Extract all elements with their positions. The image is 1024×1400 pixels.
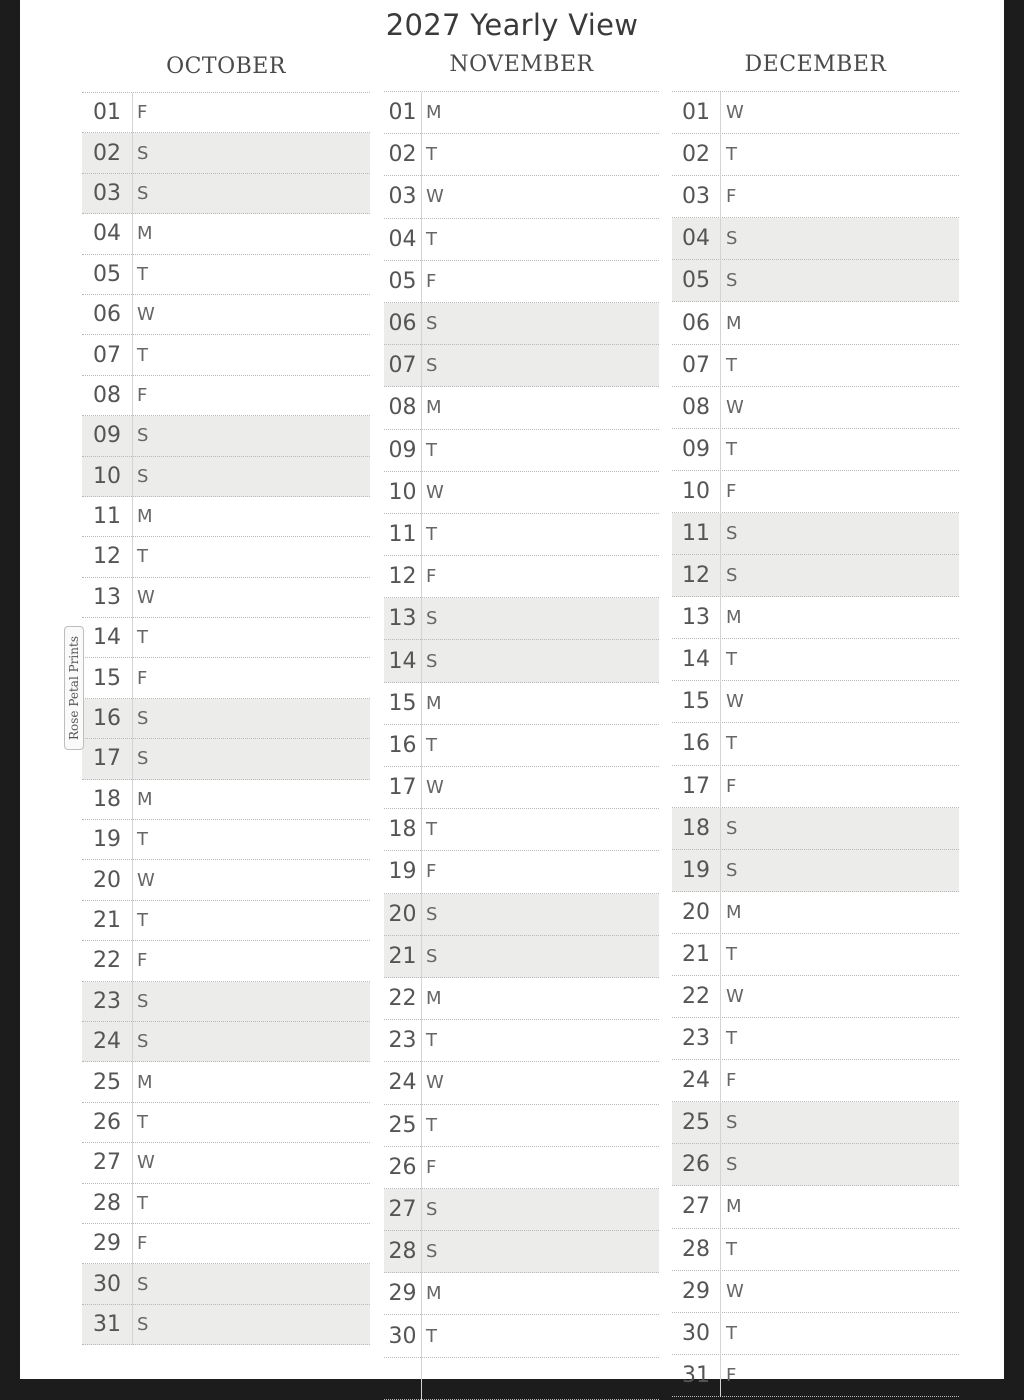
brand-label: Rose Petal Prints: [67, 636, 81, 740]
day-number: 04: [93, 221, 121, 247]
day-of-week: W: [726, 986, 744, 1008]
day-row[interactable]: [384, 1105, 659, 1147]
day-of-week: T: [426, 1030, 437, 1052]
day-number: 17: [93, 746, 121, 772]
day-of-week: T: [726, 733, 737, 755]
day-of-week: S: [726, 1112, 738, 1134]
day-row[interactable]: [672, 471, 959, 513]
day-number: 07: [388, 353, 417, 379]
day-number: 18: [682, 815, 710, 841]
day-row[interactable]: [672, 597, 959, 639]
day-of-week: F: [137, 950, 148, 972]
day-number: 19: [682, 857, 710, 883]
day-of-week: F: [426, 270, 437, 292]
day-row[interactable]: [672, 808, 959, 850]
day-row[interactable]: [384, 809, 659, 851]
column-divider: [720, 92, 721, 1397]
day-row[interactable]: [384, 1062, 659, 1104]
day-number: 02: [93, 140, 121, 166]
day-row[interactable]: [672, 639, 959, 681]
day-of-week: S: [726, 1154, 738, 1176]
day-row[interactable]: [672, 1018, 959, 1060]
day-number: 21: [682, 941, 710, 967]
day-of-week: T: [426, 1114, 437, 1136]
day-row[interactable]: [82, 578, 370, 618]
day-number: 12: [93, 544, 121, 570]
day-of-week: S: [137, 1273, 149, 1295]
day-row[interactable]: [82, 537, 370, 577]
day-of-week: F: [137, 384, 148, 406]
day-of-week: T: [726, 144, 737, 166]
day-of-week: S: [137, 1313, 149, 1335]
day-number: 08: [682, 394, 710, 420]
day-row[interactable]: [672, 1102, 959, 1144]
day-row[interactable]: [82, 1022, 370, 1062]
day-of-week: S: [137, 465, 149, 487]
day-number: 27: [93, 1150, 121, 1176]
day-number: 14: [682, 647, 710, 673]
day-row[interactable]: [384, 725, 659, 767]
day-of-week: F: [426, 1156, 437, 1178]
day-of-week: T: [137, 1192, 148, 1214]
day-of-week: M: [137, 788, 153, 810]
column-divider: [132, 93, 133, 1345]
day-of-week: T: [726, 354, 737, 376]
day-row[interactable]: [384, 894, 659, 936]
day-of-week: F: [426, 566, 437, 588]
day-of-week: F: [137, 1233, 148, 1255]
day-number: 23: [682, 1026, 710, 1052]
day-row[interactable]: [672, 1186, 959, 1228]
day-of-week: S: [137, 708, 149, 730]
day-number: 08: [388, 395, 417, 421]
day-number: 10: [388, 479, 417, 505]
day-of-week: M: [137, 1071, 153, 1093]
day-list: [672, 91, 959, 1397]
day-number: 27: [388, 1196, 417, 1222]
day-row[interactable]: [672, 176, 959, 218]
day-number: 09: [388, 437, 417, 463]
day-number: 22: [682, 984, 710, 1010]
day-row[interactable]: [82, 295, 370, 335]
day-of-week: T: [426, 439, 437, 461]
day-of-week: T: [426, 819, 437, 841]
day-of-week: W: [426, 777, 444, 799]
day-of-week: M: [426, 102, 442, 124]
day-of-week: S: [137, 748, 149, 770]
day-row[interactable]: [384, 303, 659, 345]
day-of-week: W: [137, 1152, 155, 1174]
day-number: 26: [93, 1109, 121, 1135]
day-of-week: S: [726, 228, 738, 250]
day-number: 06: [93, 302, 121, 328]
day-of-week: S: [726, 522, 738, 544]
day-row[interactable]: [672, 976, 959, 1018]
day-row[interactable]: [672, 766, 959, 808]
day-of-week: M: [726, 607, 742, 629]
day-of-week: M: [726, 312, 742, 334]
day-row[interactable]: [672, 302, 959, 344]
day-row[interactable]: [672, 1060, 959, 1102]
day-row[interactable]: [384, 514, 659, 556]
day-number: 09: [93, 423, 121, 449]
day-of-week: T: [137, 546, 148, 568]
day-of-week: S: [426, 1198, 438, 1220]
day-row[interactable]: [672, 345, 959, 387]
day-number: 25: [93, 1069, 121, 1095]
day-number: 14: [93, 625, 121, 651]
day-row[interactable]: [82, 780, 370, 820]
day-number: 29: [93, 1231, 121, 1257]
day-number: 22: [93, 948, 121, 974]
day-of-week: F: [426, 861, 437, 883]
day-of-week: F: [726, 775, 737, 797]
day-row[interactable]: [672, 387, 959, 429]
day-number: 15: [93, 665, 121, 691]
day-list: [82, 92, 370, 1345]
day-of-week: F: [137, 667, 148, 689]
day-row[interactable]: [82, 416, 370, 456]
day-row[interactable]: [384, 92, 659, 134]
day-number: 13: [388, 606, 417, 632]
day-number: 03: [682, 184, 710, 210]
day-number: 14: [388, 648, 417, 674]
day-row[interactable]: [82, 457, 370, 497]
day-number: 06: [682, 310, 710, 336]
day-row[interactable]: [672, 681, 959, 723]
day-number: 12: [388, 564, 417, 590]
day-row[interactable]: [384, 345, 659, 387]
day-of-week: S: [426, 650, 438, 672]
day-row[interactable]: [384, 134, 659, 176]
day-number: 04: [682, 226, 710, 252]
month-name: OCTOBER: [166, 54, 286, 79]
day-row[interactable]: [384, 1231, 659, 1273]
day-of-week: W: [726, 396, 744, 418]
day-row[interactable]: [672, 429, 959, 471]
month-name: DECEMBER: [744, 52, 887, 77]
day-number: 11: [93, 504, 121, 530]
day-row[interactable]: [82, 1305, 370, 1345]
day-row[interactable]: [672, 892, 959, 934]
day-number: 09: [682, 436, 710, 462]
day-row[interactable]: [672, 1144, 959, 1186]
day-of-week: S: [137, 990, 149, 1012]
day-number: 02: [682, 142, 710, 168]
day-number: 19: [388, 859, 417, 885]
day-row[interactable]: [672, 218, 959, 260]
day-number: 21: [93, 908, 121, 933]
day-number: 07: [93, 342, 121, 368]
day-of-week: W: [726, 1280, 744, 1302]
day-row[interactable]: [384, 472, 659, 514]
day-row[interactable]: [82, 1143, 370, 1183]
day-number: 20: [682, 899, 710, 925]
day-row[interactable]: [82, 820, 370, 860]
day-of-week: S: [726, 270, 738, 292]
day-of-week: T: [137, 263, 148, 285]
day-of-week: T: [726, 649, 737, 671]
day-number: 21: [388, 943, 417, 969]
day-of-week: T: [137, 829, 148, 851]
day-row[interactable]: [672, 260, 959, 302]
day-of-week: S: [426, 945, 438, 967]
day-number: 24: [388, 1070, 417, 1096]
day-of-week: W: [137, 586, 155, 608]
day-row[interactable]: [384, 387, 659, 429]
day-row[interactable]: [672, 555, 959, 597]
day-row[interactable]: [384, 556, 659, 598]
day-of-week: W: [137, 869, 155, 891]
day-row[interactable]: [384, 261, 659, 303]
day-row[interactable]: [82, 1224, 370, 1264]
day-of-week: S: [137, 1031, 149, 1053]
day-number: 31: [93, 1311, 121, 1337]
day-row[interactable]: [82, 376, 370, 416]
day-of-week: W: [426, 186, 444, 208]
day-row[interactable]: [384, 598, 659, 640]
day-number: 03: [388, 184, 417, 210]
day-row[interactable]: [384, 683, 659, 725]
day-of-week: T: [426, 144, 437, 166]
day-number: 20: [93, 867, 121, 893]
day-row[interactable]: [384, 176, 659, 218]
day-number: 27: [682, 1194, 710, 1220]
day-number: 11: [388, 521, 417, 547]
day-row[interactable]: [82, 699, 370, 739]
day-number: 07: [682, 352, 710, 378]
day-number: [384, 1358, 421, 1399]
day-row[interactable]: [82, 335, 370, 375]
day-number: 29: [682, 1278, 710, 1304]
day-row[interactable]: [82, 901, 370, 941]
day-row[interactable]: [384, 1020, 659, 1062]
day-row[interactable]: [384, 430, 659, 472]
day-row[interactable]: [384, 978, 659, 1020]
day-row[interactable]: [384, 851, 659, 893]
day-of-week: S: [137, 142, 149, 164]
day-of-week: W: [726, 691, 744, 713]
day-number: 19: [93, 827, 121, 853]
day-number: 04: [388, 226, 417, 252]
day-row[interactable]: [384, 640, 659, 682]
day-number: 12: [682, 563, 710, 589]
day-number: 17: [388, 775, 417, 801]
day-row[interactable]: [672, 92, 959, 134]
day-of-week: T: [726, 943, 737, 965]
day-of-week: S: [137, 182, 149, 204]
day-number: 22: [388, 986, 417, 1012]
day-number: 05: [388, 268, 417, 294]
day-of-week: S: [726, 817, 738, 839]
day-number: 16: [388, 732, 417, 758]
day-of-week: S: [726, 565, 738, 587]
day-row[interactable]: [82, 982, 370, 1022]
day-row[interactable]: [672, 850, 959, 892]
day-number: 03: [93, 180, 121, 206]
day-row[interactable]: [82, 174, 370, 214]
day-number: 25: [388, 1112, 417, 1138]
day-of-week: M: [137, 506, 153, 528]
day-number: 16: [682, 731, 710, 757]
day-number: 17: [682, 773, 710, 799]
day-of-week: F: [726, 1070, 737, 1092]
day-number: 30: [682, 1320, 710, 1346]
day-of-week: T: [726, 1028, 737, 1050]
day-row[interactable]: [82, 214, 370, 254]
day-row[interactable]: [82, 497, 370, 537]
day-of-week: S: [726, 859, 738, 881]
day-of-week: F: [137, 102, 148, 124]
day-row[interactable]: [672, 134, 959, 176]
day-number: 11: [682, 520, 710, 546]
day-of-week: F: [726, 480, 737, 502]
day-number: 24: [93, 1029, 121, 1055]
day-of-week: T: [426, 523, 437, 545]
column-divider: [421, 92, 422, 1400]
day-of-week: W: [426, 481, 444, 503]
day-of-week: S: [137, 425, 149, 447]
day-number: 15: [388, 690, 417, 716]
day-of-week: F: [726, 1364, 737, 1386]
day-number: 26: [682, 1152, 710, 1178]
day-number: 01: [682, 100, 710, 126]
day-of-week: T: [137, 627, 148, 649]
day-number: 28: [93, 1190, 121, 1216]
day-row[interactable]: [384, 1315, 659, 1357]
day-row[interactable]: [384, 767, 659, 809]
day-of-week: S: [426, 903, 438, 925]
day-of-week: T: [726, 438, 737, 460]
day-row[interactable]: [82, 1264, 370, 1304]
day-number: 06: [388, 311, 417, 337]
day-of-week: W: [726, 102, 744, 124]
day-row[interactable]: [384, 936, 659, 978]
day-number: 18: [388, 817, 417, 843]
day-list: [384, 91, 659, 1400]
day-row[interactable]: [672, 1271, 959, 1313]
day-row[interactable]: [82, 1062, 370, 1102]
day-row[interactable]: [82, 860, 370, 900]
day-row[interactable]: [82, 1184, 370, 1224]
day-number: 30: [388, 1323, 417, 1349]
day-of-week: M: [137, 223, 153, 245]
day-of-week: F: [726, 186, 737, 208]
day-of-week: S: [426, 313, 438, 335]
day-number: 23: [93, 988, 121, 1014]
day-number: 02: [388, 142, 417, 168]
day-number: 10: [93, 463, 121, 489]
day-number: 26: [388, 1154, 417, 1180]
day-of-week: T: [137, 344, 148, 366]
day-of-week: S: [426, 355, 438, 377]
day-row[interactable]: [82, 941, 370, 981]
day-row[interactable]: [384, 1273, 659, 1315]
day-of-week: W: [426, 1072, 444, 1094]
day-row[interactable]: [672, 1355, 959, 1397]
day-of-week: M: [726, 1196, 742, 1218]
day-number: 30: [93, 1271, 121, 1297]
day-row[interactable]: [384, 1147, 659, 1189]
day-of-week: S: [426, 608, 438, 630]
day-number: 05: [682, 268, 710, 294]
day-of-week: T: [137, 910, 148, 931]
day-row[interactable]: [672, 723, 959, 765]
day-row[interactable]: [82, 255, 370, 295]
day-of-week: M: [726, 901, 742, 923]
day-of-week: W: [137, 304, 155, 326]
day-number: 13: [682, 605, 710, 631]
day-of-week: M: [426, 692, 442, 714]
day-of-week: T: [137, 1111, 148, 1133]
day-row[interactable]: [82, 739, 370, 779]
day-number: 08: [93, 382, 121, 408]
day-number: 16: [93, 706, 121, 732]
day-number: 01: [93, 100, 121, 126]
day-row[interactable]: [82, 1103, 370, 1143]
day-of-week: M: [426, 397, 442, 419]
day-number: 18: [93, 786, 121, 812]
day-of-week: T: [426, 228, 437, 250]
day-row[interactable]: [672, 934, 959, 976]
day-row[interactable]: [672, 1229, 959, 1271]
day-number: 20: [388, 901, 417, 927]
day-number: 10: [682, 478, 710, 504]
day-number: 15: [682, 689, 710, 715]
day-number: 13: [93, 584, 121, 610]
day-row[interactable]: [384, 1189, 659, 1231]
day-of-week: T: [726, 1322, 737, 1344]
day-row[interactable]: [384, 219, 659, 261]
day-number: 28: [682, 1236, 710, 1262]
day-of-week: T: [426, 1325, 437, 1347]
day-number: 28: [388, 1239, 417, 1265]
day-number: 24: [682, 1068, 710, 1094]
day-of-week: T: [426, 734, 437, 756]
brand-side-tab: [64, 626, 84, 750]
day-row[interactable]: [82, 93, 370, 133]
day-row[interactable]: [672, 513, 959, 555]
day-number: 05: [93, 261, 121, 287]
page-title: 2027 Yearly View: [385, 8, 639, 42]
day-number: 23: [388, 1028, 417, 1054]
day-row[interactable]: [82, 618, 370, 658]
day-of-week: M: [426, 988, 442, 1010]
day-of-week: T: [726, 1238, 737, 1260]
day-of-week: M: [426, 1283, 442, 1305]
day-row[interactable]: [672, 1313, 959, 1355]
day-row[interactable]: [82, 658, 370, 698]
day-number: 25: [682, 1110, 710, 1136]
day-number: 29: [388, 1281, 417, 1307]
day-of-week: S: [426, 1241, 438, 1263]
day-number: 01: [388, 100, 417, 126]
day-number: 31: [682, 1362, 710, 1388]
month-name: NOVEMBER: [449, 52, 594, 77]
day-row[interactable]: [82, 133, 370, 173]
